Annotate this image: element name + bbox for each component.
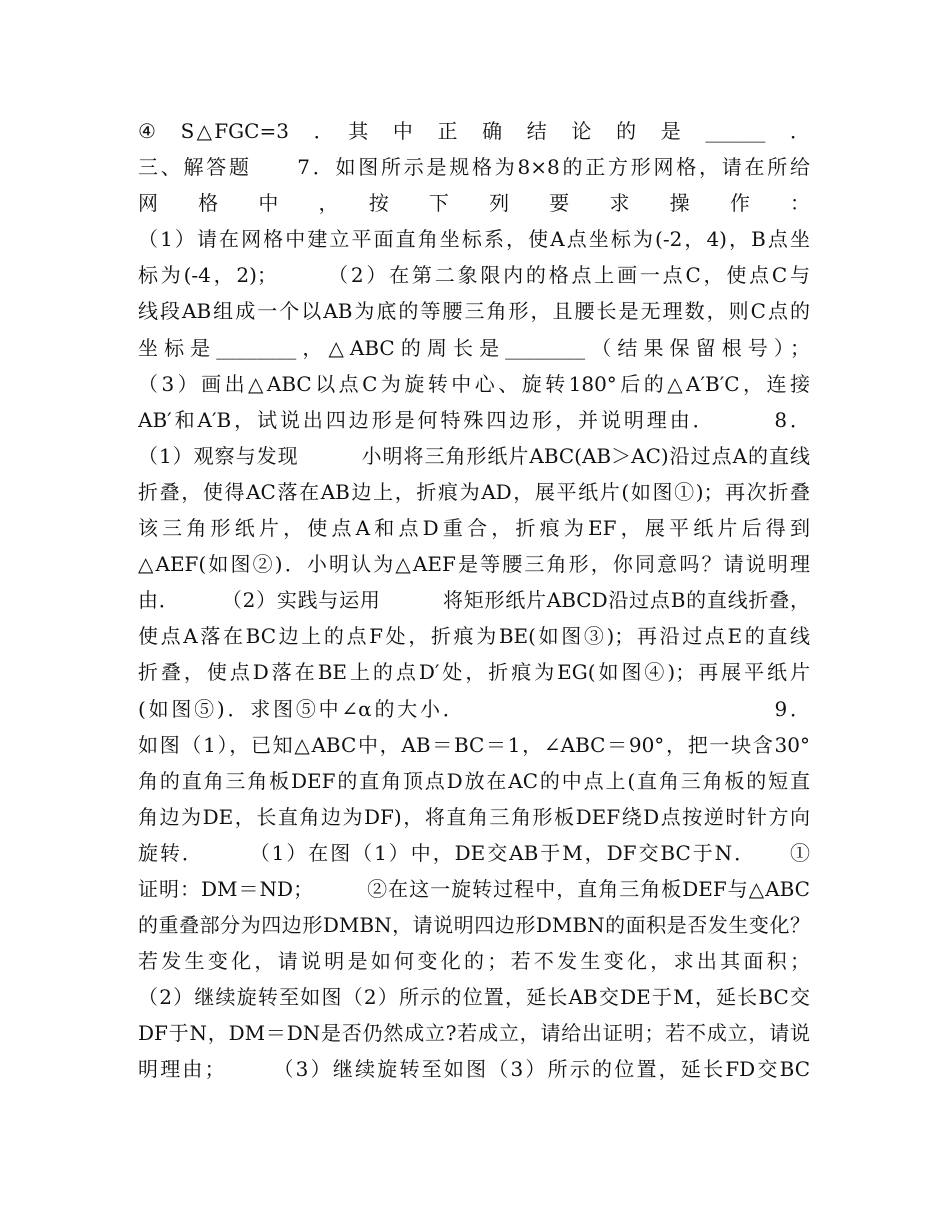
text-line: （1）观察与发现 小明将三角形纸片ABC(AB＞AC)沿过点A的直线 — [138, 443, 810, 468]
text-line: 若发生变化，请说明是如何变化的；若不发生变化，求出其面积； — [138, 949, 810, 974]
text-line: （1）请在网格中建立平面直角坐标系，使A点坐标为(-2，4)，B点坐 — [138, 227, 810, 252]
text-line: 的重叠部分为四边形DMBN，请说明四边形DMBN的面积是否发生变化？ — [138, 913, 810, 938]
text-line: 三、解答题 7．如图所示是规格为8×8的正方形网格，请在所给 — [138, 155, 810, 180]
text-line: AB′和A′B，试说出四边形是何特殊四边形，并说明理由． 8． — [138, 407, 810, 432]
text-line: 折叠，使得AC落在AB边上，折痕为AD，展平纸片(如图①)；再次折叠 — [138, 479, 810, 504]
text-line: 角边为DE，长直角边为DF)，将直角三角形板DEF绕D点按逆时针方向 — [138, 804, 810, 829]
text-line: 使点A落在BC边上的点F处，折痕为BE(如图③)；再沿过点E的直线 — [138, 624, 810, 649]
text-line: 该三角形纸片，使点A和点D重合，折痕为EF，展平纸片后得到 — [138, 516, 810, 541]
text-line: 证明：DM＝ND； ②在这一旋转过程中，直角三角板DEF与△ABC — [138, 876, 810, 901]
text-line: 明理由； （3）继续旋转至如图（3）所示的位置，延长FD交BC — [138, 1057, 810, 1082]
text-line: ④ S△FGC=3 ． 其 中 正 确 结 论 的 是 ______ ． — [138, 119, 810, 143]
text-line: 如图（1），已知△ABC中，AB＝BC＝1，∠ABC＝90°，把一块含30° — [138, 732, 810, 757]
text-line: 折叠，使点D落在BE上的点D′处，折痕为EG(如图④)；再展平纸片 — [138, 660, 810, 685]
text-line: (如图⑤)．求图⑤中∠α的大小． 9． — [138, 696, 810, 721]
text-line: （2）继续旋转至如图（2）所示的位置，延长AB交DE于M，延长BC交 — [138, 985, 810, 1010]
text-line: △AEF(如图②)．小明认为△AEF是等腰三角形，你同意吗？请说明理 — [138, 552, 810, 577]
text-line: 角的直角三角板DEF的直角顶点D放在AC的中点上(直角三角板的短直 — [138, 768, 810, 793]
text-line: DF于N，DM＝DN是否仍然成立?若成立，请给出证明；若不成立，请说 — [138, 1021, 810, 1046]
text-line: （3）画出△ABC以点C为旋转中心、旋转180°后的△A′B′C，连接 — [138, 371, 810, 396]
text-line: 线段AB组成一个以AB为底的等腰三角形，且腰长是无理数，则C点的 — [138, 299, 810, 324]
text-line: 旋转． （1）在图（1）中，DE交AB于M，DF交BC于N． ① — [138, 840, 810, 865]
text-line: 标为(-4，2)； （2）在第二象限内的格点上画一点C，使点C与 — [138, 263, 810, 288]
document-body — [138, 113, 810, 1088]
text-line: 坐标是________，△ABC的周长是________（结果保留根号）； — [138, 335, 810, 360]
text-line: 由． （2）实践与运用 将矩形纸片ABCD沿过点B的直线折叠， — [138, 588, 810, 613]
text-line: 网 格 中 ， 按 下 列 要 求 操 作 ： — [138, 191, 810, 216]
